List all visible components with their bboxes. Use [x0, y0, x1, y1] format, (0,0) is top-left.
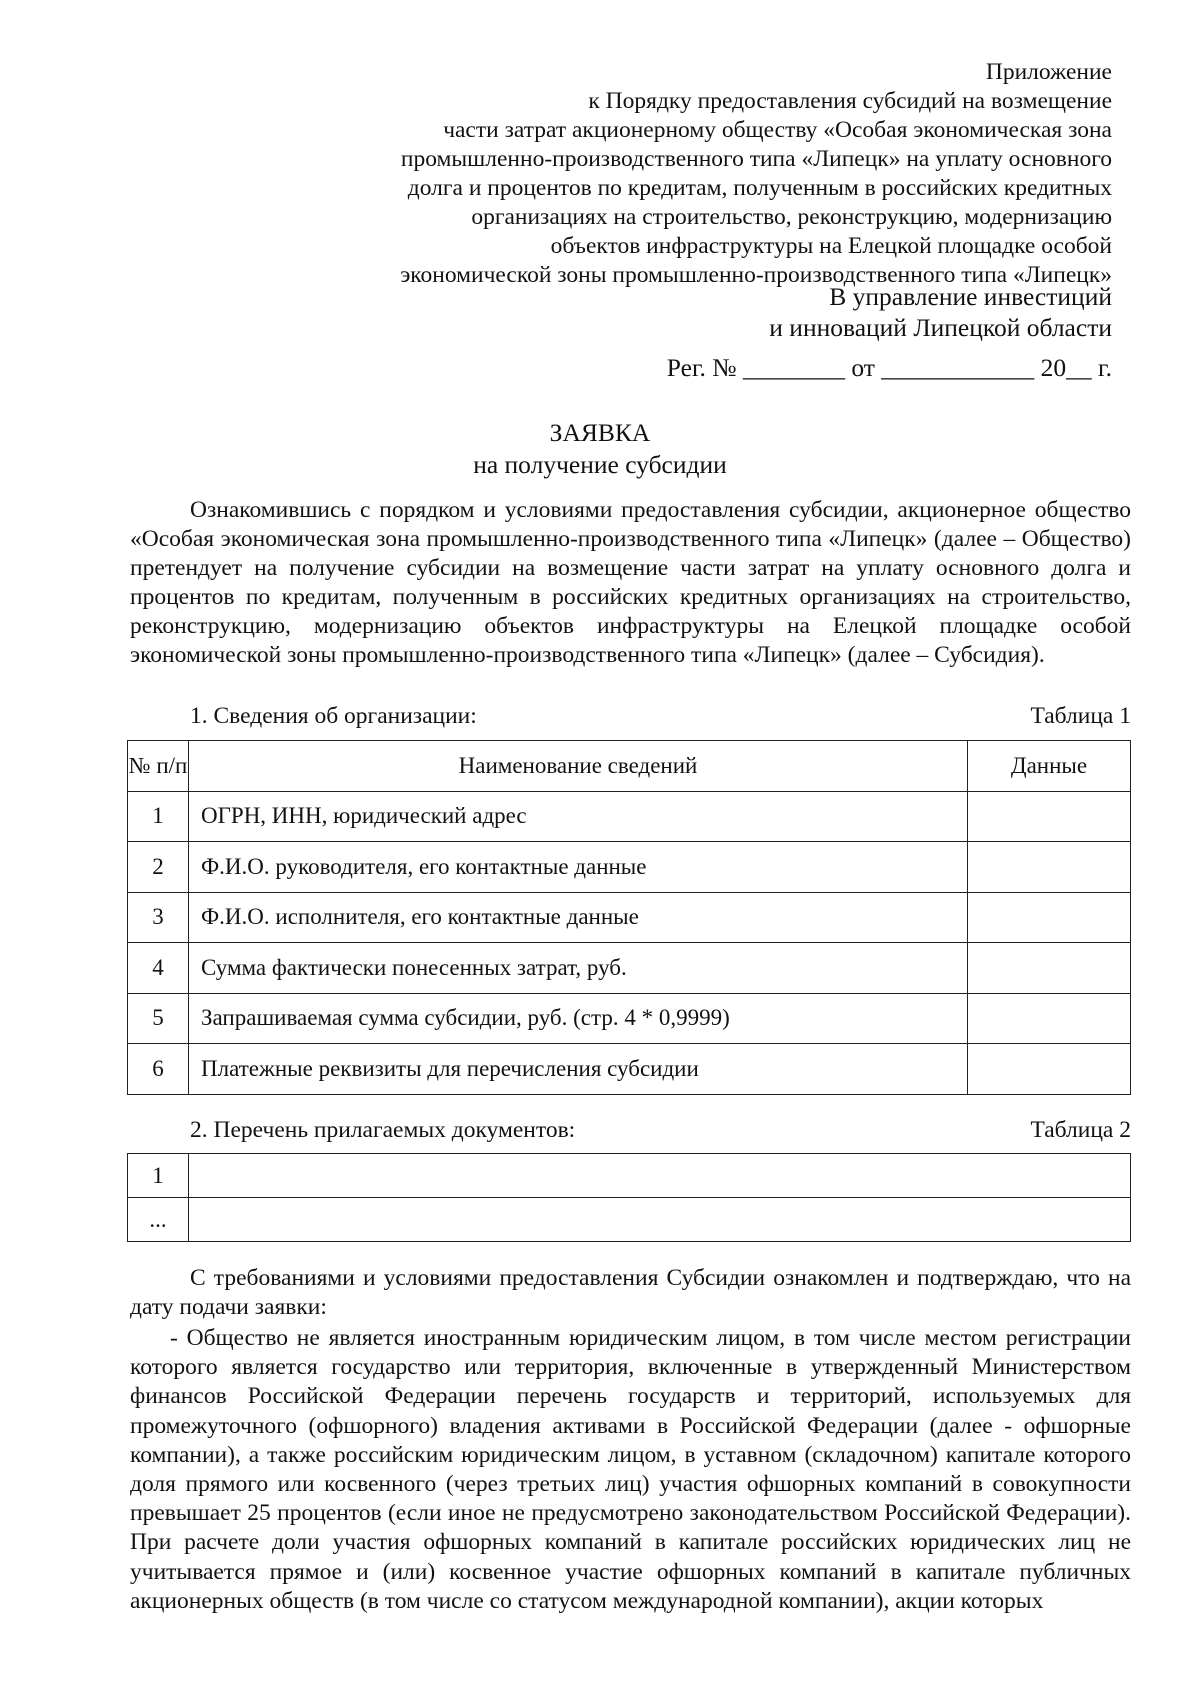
- documents-table: [127, 1153, 1131, 1242]
- row-name: Ф.И.О. руководителя, его контактные данные: [189, 842, 968, 893]
- row-name: Платежные реквизиты для перечисления субсидии: [189, 1044, 968, 1095]
- confirmation-paragraph: [130, 1264, 1131, 1322]
- row-document-cell[interactable]: [189, 1154, 1131, 1198]
- row-name: Ф.И.О. исполнителя, его контактные данные: [189, 892, 968, 943]
- row-num: 2: [128, 842, 189, 893]
- appendix-line: объектов инфраструктуры на Елецкой площадке особой: [550, 233, 1112, 259]
- organization-table: [127, 740, 1131, 1095]
- row-data-cell[interactable]: [968, 842, 1131, 893]
- table2-label: Таблица 2: [1030, 1117, 1131, 1143]
- table-row: [128, 842, 1131, 893]
- row-num: 1: [128, 791, 189, 842]
- section1-title: 1. Сведения об организации:: [190, 703, 477, 729]
- table-row: [128, 892, 1131, 943]
- appendix-line: к Порядку предоставления субсидий на возмещение: [588, 88, 1112, 114]
- table-row: [128, 993, 1131, 1044]
- table-row: [128, 943, 1131, 994]
- confirmation-bullet: [130, 1324, 1131, 1616]
- row-num: 3: [128, 892, 189, 943]
- row-name: Сумма фактически понесенных затрат, руб.: [189, 943, 968, 994]
- table-header-row: [128, 741, 1131, 792]
- row-data-cell[interactable]: [968, 892, 1131, 943]
- intro-text: Ознакомившись с порядком и условиями предоставления субсидии, акционерное общество «Особая экономическая зона промышленно-производственного типа «Липецк» (далее – Общество) претендует на получение субсидии на возмещение части затрат на уплату основного долга и процентов по кредитам, полученным в российских кредитных организациях на строительство, реконструкцию, модернизацию объектов инфраструктуры на Елецкой площадке особой экономической зоны промышленно-производственного типа «Липецк» (далее – Субсидия).: [130, 497, 1131, 668]
- row-document-cell[interactable]: [189, 1198, 1131, 1242]
- header-name: Наименование сведений: [189, 741, 968, 792]
- row-num: 4: [128, 943, 189, 994]
- row-num: 5: [128, 993, 189, 1044]
- title-main: ЗАЯВКА: [549, 418, 651, 447]
- document-title: [0, 417, 1200, 481]
- row-num: ...: [128, 1198, 189, 1242]
- intro-paragraph: [130, 496, 1131, 670]
- row-data-cell[interactable]: [968, 993, 1131, 1044]
- recipient-line-2: и инноваций Липецкой области: [769, 313, 1112, 342]
- row-name: Запрашиваемая сумма субсидии, руб. (стр. 4 * 0,9999): [189, 993, 968, 1044]
- appendix-line: экономической зоны промышленно-производственного типа «Липецк»: [400, 262, 1112, 288]
- appendix-line: долга и процентов по кредитам, полученным в российских кредитных: [407, 175, 1112, 201]
- table-row: [128, 1154, 1131, 1198]
- table-row: [128, 1198, 1131, 1242]
- appendix-line: промышленно-производственного типа «Липецк» на уплату основного: [400, 146, 1112, 172]
- row-num: 1: [128, 1154, 189, 1198]
- table1-label: Таблица 1: [1030, 703, 1131, 729]
- recipient-block: [769, 281, 1112, 343]
- header-data: Данные: [968, 741, 1131, 792]
- row-num: 6: [128, 1044, 189, 1095]
- recipient-line-1: В управление инвестиций: [829, 282, 1112, 311]
- appendix-line: Приложение: [985, 59, 1112, 85]
- appendix-header: [352, 58, 1112, 290]
- appendix-line: части затрат акционерному обществу «Особая экономическая зона: [443, 117, 1112, 143]
- bullet-1: - Общество не является иностранным юридическим лицом, в том числе местом регистрации которого является государство или территория, включенные в утвержденный Министерством финансов Российской Федерации перечень государств и территорий, используемых для промежуточного (офшорного) владения активами в Российской Федерации (далее - офшорные компании), а также российским юридическим лицом, в уставном (складочном) капитале которого доля прямого или косвенного (через третьих лиц) участия офшорных компаний в совокупности превышает 25 процентов (если иное не предусмотрено законодательством Российской Федерации). При расчете доли участия офшорных компаний в капитале российских юридических лиц не учитывается прямое и (или) косвенное участие офшорных компаний в капитале публичных акционерных обществ (в том числе со статусом международной компании), акции которых: [130, 1325, 1131, 1614]
- table-row: [128, 1044, 1131, 1095]
- section2-title: 2. Перечень прилагаемых документов:: [190, 1117, 576, 1143]
- row-name: ОГРН, ИНН, юридический адрес: [189, 791, 968, 842]
- header-num: № п/п: [128, 741, 189, 792]
- row-data-cell[interactable]: [968, 791, 1131, 842]
- title-sub: на получение субсидии: [473, 450, 727, 479]
- registration-line: Рег. № ________ от ____________ 20__ г.: [666, 353, 1112, 382]
- confirmation-text: С требованиями и условиями предоставления Субсидии ознакомлен и подтверждаю, что на дату подачи заявки:: [130, 1265, 1131, 1320]
- row-data-cell[interactable]: [968, 1044, 1131, 1095]
- appendix-line: организациях на строительство, реконструкцию, модернизацию: [471, 204, 1112, 230]
- row-data-cell[interactable]: [968, 943, 1131, 994]
- table-row: [128, 791, 1131, 842]
